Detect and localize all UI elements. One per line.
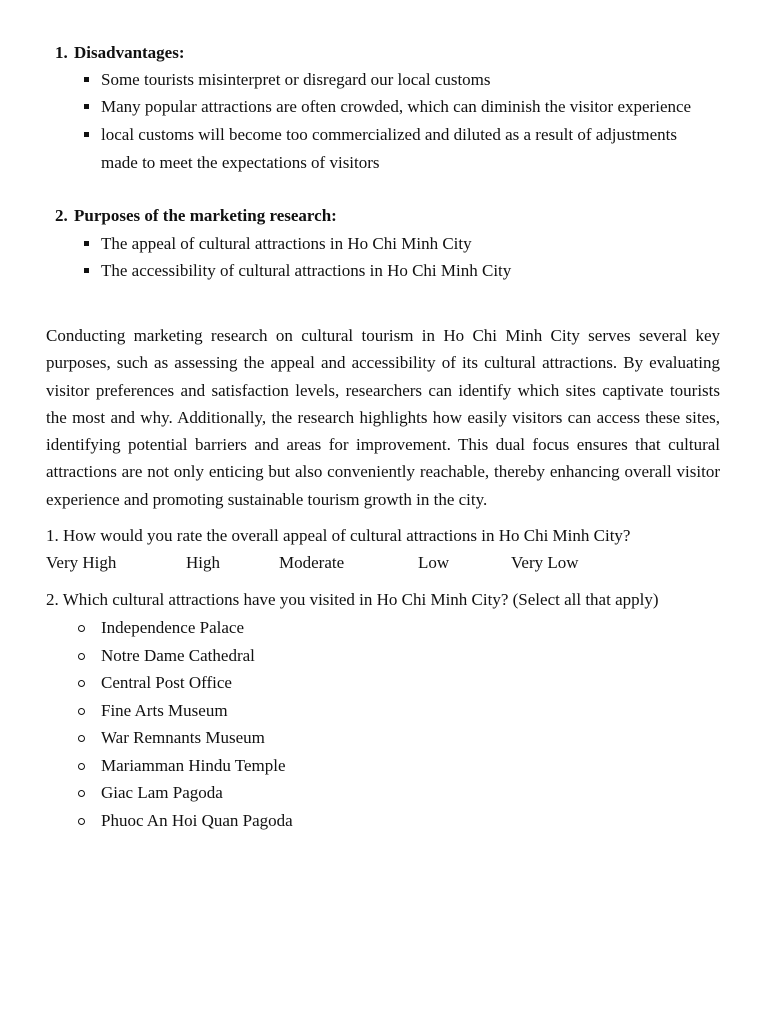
section-heading-disadvantages bbox=[55, 43, 185, 63]
rating-option-very-high[interactable]: Very High bbox=[46, 553, 117, 572]
body-paragraph: Conducting marketing research on cultural tourism in Ho Chi Minh City serves several key purposes, such as assessing the appeal and accessibility of its cultural attractions. By evaluating visitor preferences and satisfaction levels, researchers can identify which sites captivate tourists the most and why. Additionally, the research highlights how easily visitors can access these sites, identifying potential barriers and areas for improvement. This dual focus ensures that cultural attractions are not only enticing but also conveniently reachable, thereby enhancing overall visitor experience and promoting sustainable tourism growth in the city. bbox=[46, 326, 720, 509]
list-item-text: Some tourists misinterpret or disregard our local customs bbox=[101, 70, 491, 89]
list-item-text: The accessibility of cultural attractions in Ho Chi Minh City bbox=[101, 261, 512, 280]
circle-bullet-icon bbox=[78, 763, 85, 770]
square-bullet-icon bbox=[84, 241, 89, 246]
square-bullet-icon bbox=[84, 132, 89, 137]
section-title: Purposes of the marketing research: bbox=[74, 206, 337, 225]
circle-bullet-icon bbox=[78, 680, 85, 687]
circle-bullet-icon bbox=[78, 625, 85, 632]
circle-bullet-icon bbox=[78, 708, 85, 715]
option-label: Independence Palace bbox=[101, 618, 244, 637]
circle-bullet-icon bbox=[78, 818, 85, 825]
rating-option-moderate[interactable]: Moderate bbox=[279, 553, 345, 572]
section-number: 1. bbox=[55, 43, 68, 62]
list-item-text: The appeal of cultural attractions in Ho Chi Minh City bbox=[101, 234, 472, 253]
option-label: Giac Lam Pagoda bbox=[101, 783, 223, 802]
section-title: Disadvantages: bbox=[74, 43, 185, 62]
option-label: Central Post Office bbox=[101, 673, 232, 692]
option-label: Mariamman Hindu Temple bbox=[101, 756, 286, 775]
question-1-text: 1. How would you rate the overall appeal of cultural attractions in Ho Chi Minh City? bbox=[46, 526, 631, 545]
square-bullet-icon bbox=[84, 104, 89, 109]
option-label: War Remnants Museum bbox=[101, 728, 265, 747]
square-bullet-icon bbox=[84, 77, 89, 82]
square-bullet-icon bbox=[84, 268, 89, 273]
rating-option-low[interactable]: Low bbox=[418, 553, 450, 572]
circle-bullet-icon bbox=[78, 790, 85, 797]
option-label: Notre Dame Cathedral bbox=[101, 646, 255, 665]
list-item-text: local customs will become too commercialized and diluted as a result of adjustments made to meet the expectations of visitors bbox=[101, 125, 677, 172]
option-label: Phuoc An Hoi Quan Pagoda bbox=[101, 811, 293, 830]
rating-option-very-low[interactable]: Very Low bbox=[511, 553, 579, 572]
rating-option-high[interactable]: High bbox=[186, 553, 220, 572]
list-item-text: Many popular attractions are often crowded, which can diminish the visitor experience bbox=[101, 97, 692, 116]
option-label: Fine Arts Museum bbox=[101, 701, 228, 720]
question-2-text: 2. Which cultural attractions have you visited in Ho Chi Minh City? (Select all that apply) bbox=[46, 590, 659, 609]
section-number: 2. bbox=[55, 206, 68, 225]
section-heading-purposes bbox=[55, 206, 337, 226]
circle-bullet-icon bbox=[78, 653, 85, 660]
circle-bullet-icon bbox=[78, 735, 85, 742]
